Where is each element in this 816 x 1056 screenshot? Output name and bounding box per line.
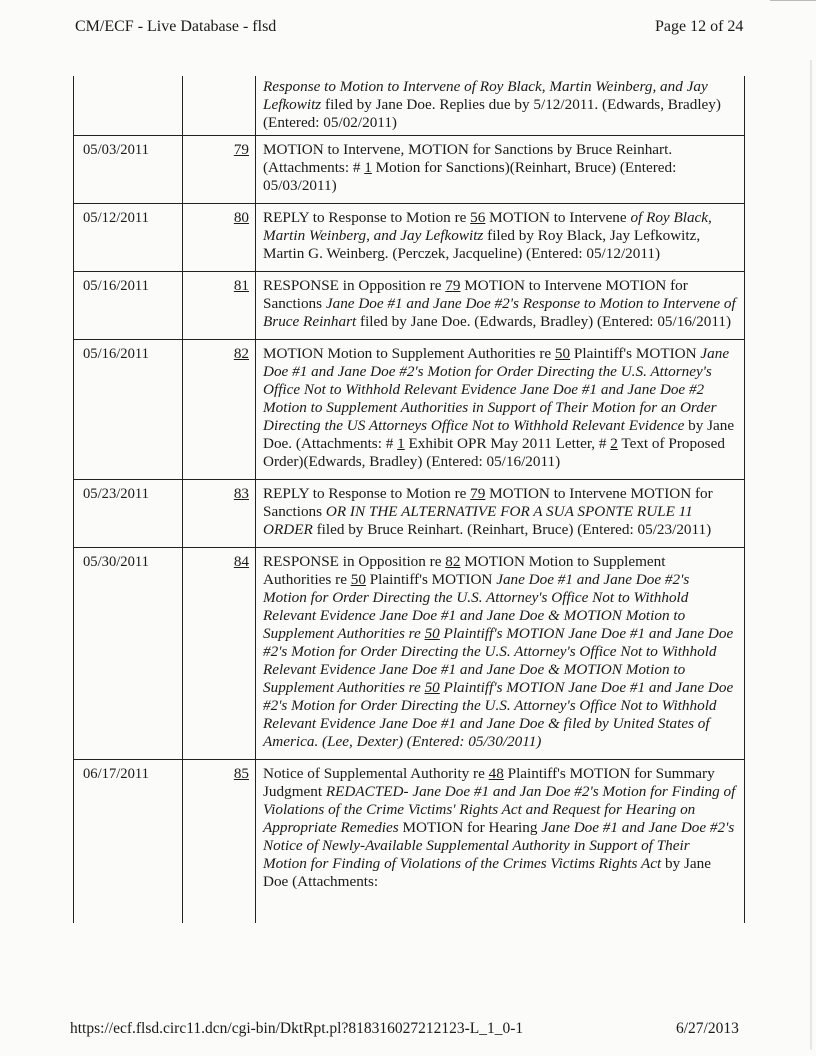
entry-number-cell <box>183 76 256 136</box>
scan-edge-shadow <box>810 60 812 1050</box>
document-link[interactable]: 1 <box>397 435 405 452</box>
entry-text: Jane Doe #1 and Jane Doe #2's Motion for Order Directing the U.S. Attorney's Office Not to Withhold Relevant Evidence Jane Doe #1 and Jane Doe #2 Motion to Supplement Authorities in Support of Their Motion for an Order Directing the US Attorneys Office Not to Withhold Relevant Evidence <box>263 345 730 434</box>
entry-number-link[interactable]: 84 <box>233 553 249 570</box>
entry-number-cell <box>183 480 256 548</box>
entry-text: MOTION to Intervene MOTION for Sanctions <box>263 485 713 520</box>
entry-number-cell <box>183 272 256 340</box>
docket-row <box>74 480 745 548</box>
docket-row <box>74 340 745 480</box>
footer-date: 6/27/2013 <box>676 1020 739 1037</box>
entry-text: Notice of Supplemental Authority re <box>263 765 489 782</box>
scan-edge-line <box>770 0 816 1</box>
entry-text: Jane Doe #1 and Jane Doe #2's Notice of Newly-Available Supplemental Authority in Support of Their Motion for Finding of Violations of the Crimes Victims Rights Act <box>263 819 735 872</box>
entry-description <box>256 76 745 136</box>
entry-text: MOTION to Intervene MOTION for Sanctions <box>263 277 688 312</box>
entry-number-link[interactable]: 81 <box>233 277 249 294</box>
docket-row <box>74 272 745 340</box>
entry-text: Jane Doe #1 and Jane Doe #2's Response to Motion to Intervene of Bruce Reinhart <box>263 295 736 330</box>
entry-number-link[interactable]: 79 <box>233 141 249 158</box>
entry-text: MOTION Motion to Supplement Authorities re <box>263 345 555 362</box>
docket-row <box>74 136 745 204</box>
entry-description <box>256 204 745 272</box>
document-link[interactable]: 50 <box>350 571 366 588</box>
entry-description <box>256 480 745 548</box>
entry-number-cell <box>183 204 256 272</box>
entry-description <box>256 548 745 760</box>
docket-row <box>74 760 745 924</box>
entry-text: Plaintiff's MOTION for Summary Judgment <box>263 765 715 800</box>
docket-row <box>74 548 745 760</box>
document-link[interactable]: 50 <box>554 345 571 362</box>
entry-date: 05/30/2011 <box>74 548 183 760</box>
entry-date: 06/17/2011 <box>74 760 183 924</box>
footer-url: https://ecf.flsd.circ11.dcn/cgi-bin/DktRpt.pl?818316027212123-L_1_0-1 <box>70 1020 524 1037</box>
entry-text: Text of Proposed Order)(Edwards, Bradley) (Entered: 05/16/2011) <box>263 435 725 470</box>
document-link[interactable]: 79 <box>470 485 486 502</box>
entry-text: MOTION Motion to Supplement Authorities re <box>263 553 666 588</box>
entry-text: MOTION to Intervene <box>485 209 631 226</box>
entry-description <box>256 136 745 204</box>
entry-description <box>256 760 745 924</box>
entry-text: RESPONSE in Opposition re <box>263 277 446 294</box>
entry-text: filed by Bruce Reinhart. (Reinhart, Bruce) (Entered: 05/23/2011) <box>312 521 712 538</box>
entry-number-cell <box>183 136 256 204</box>
entry-text: of Roy Black, Martin Weinberg, and Jay Lefkowitz <box>263 209 712 244</box>
entry-date: 05/12/2011 <box>74 204 183 272</box>
entry-text: Exhibit OPR May 2011 Letter, # <box>404 435 611 452</box>
entry-text: REPLY to Response to Motion re <box>263 209 471 226</box>
document-link[interactable]: 79 <box>445 277 461 294</box>
entry-text: Plaintiff's MOTION Jane Doe #1 and Jane Doe #2's Motion for Order Directing the U.S. Attorney's Office Not to Withhold Relevant Evidence Jane Doe #1 and Jane Doe & filed by United States of America. (Lee, Dexter) (Entered: 05/30/2011) <box>263 679 734 750</box>
document-link[interactable]: 56 <box>470 209 486 226</box>
entry-text: by Jane Doe (Attachments: <box>263 855 712 890</box>
entry-number-link[interactable]: 85 <box>233 765 249 782</box>
entry-number-cell <box>183 760 256 924</box>
entry-text: filed by Roy Black, Jay Lefkowitz, Martin G. Weinberg. (Perczek, Jacqueline) (Entered: 05/12/2011) <box>263 227 701 262</box>
entry-text: Response to Motion to Intervene of Roy Black, Martin Weinberg, and Jay Lefkowitz <box>263 78 708 113</box>
entry-number-link[interactable]: 83 <box>233 485 249 502</box>
entry-date <box>74 76 183 136</box>
document-link[interactable]: 50 <box>424 679 440 696</box>
entry-text: by Jane Doe. (Attachments: # <box>263 417 735 452</box>
docket-row <box>74 76 745 136</box>
entry-text: MOTION for Hearing <box>398 819 542 836</box>
entry-description <box>256 340 745 480</box>
header-title: CM/ECF - Live Database - flsd <box>75 18 277 35</box>
document-link[interactable]: 48 <box>488 765 504 782</box>
entry-number-cell <box>183 548 256 760</box>
entry-date: 05/23/2011 <box>74 480 183 548</box>
entry-text: REDACTED- Jane Doe #1 and Jan Doe #2's Motion for Finding of Violations of the Crime Victims' Rights Act and Request for Hearing on Appropriate Remedies <box>263 783 736 836</box>
entry-text: MOTION to Intervene, MOTION for Sanctions by Bruce Reinhart. (Attachments: # <box>263 141 673 176</box>
entry-number-link[interactable]: 80 <box>233 209 249 226</box>
document-link[interactable]: 82 <box>445 553 461 570</box>
document-link[interactable]: 50 <box>424 625 440 642</box>
docket-table <box>73 76 745 923</box>
entry-text: Motion for Sanctions)(Reinhart, Bruce) (Entered: 05/03/2011) <box>263 159 677 194</box>
entry-description <box>256 272 745 340</box>
entry-text: Plaintiff's MOTION <box>365 571 497 588</box>
page-number: Page 12 of 24 <box>655 18 744 35</box>
entry-text: filed by Jane Doe. Replies due by 5/12/2011. (Edwards, Bradley) (Entered: 05/02/2011) <box>263 96 721 131</box>
entry-text: Plaintiff's MOTION <box>570 345 701 362</box>
entry-text: Jane Doe #1 and Jane Doe #2's Motion for Order Directing the U.S. Attorney's Office Not to Withhold Relevant Evidence Jane Doe #1 and Jane Doe & MOTION Motion to Supplement Authorities re <box>263 571 690 642</box>
entry-text: filed by Jane Doe. (Edwards, Bradley) (Entered: 05/16/2011) <box>356 313 732 330</box>
entry-date: 05/16/2011 <box>74 272 183 340</box>
entry-text: Plaintiff's MOTION Jane Doe #1 and Jane Doe #2's Motion for Order Directing the U.S. Attorney's Office Not to Withhold Relevant Evidence Jane Doe #1 and Jane Doe & MOTION Motion to Supplement Authorities re <box>263 625 734 696</box>
entry-number-link[interactable]: 82 <box>233 345 249 362</box>
entry-date: 05/03/2011 <box>74 136 183 204</box>
entry-text: OR IN THE ALTERNATIVE FOR A SUA SPONTE RULE 11 ORDER <box>263 503 693 538</box>
entry-text: RESPONSE in Opposition re <box>263 553 446 570</box>
document-link[interactable]: 2 <box>610 435 618 452</box>
entry-date: 05/16/2011 <box>74 340 183 480</box>
entry-number-cell <box>183 340 256 480</box>
docket-row <box>74 204 745 272</box>
document-link[interactable]: 1 <box>364 159 372 176</box>
entry-text: REPLY to Response to Motion re <box>263 485 471 502</box>
